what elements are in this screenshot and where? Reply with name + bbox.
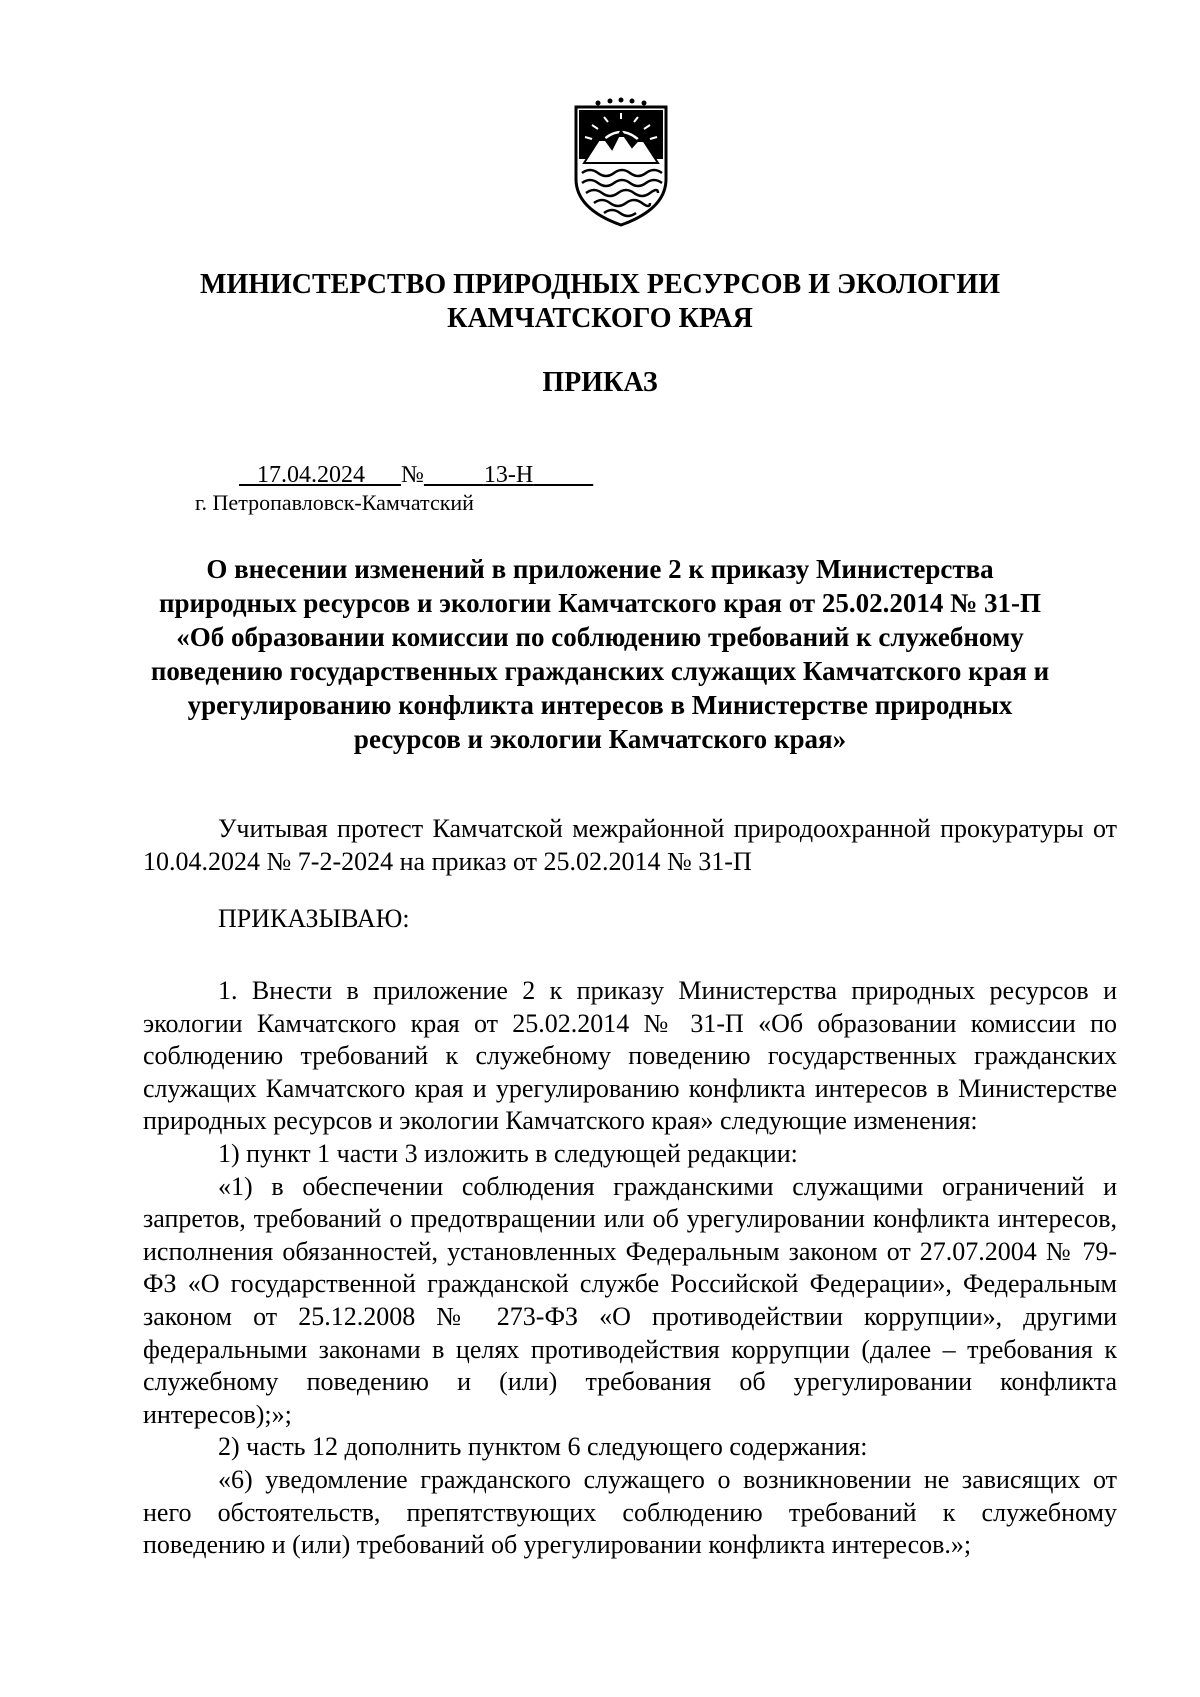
ministry-title-line: МИНИСТЕРСТВО ПРИРОДНЫХ РЕСУРСОВ И ЭКОЛОГИИ	[200, 269, 1000, 300]
number-sign: №	[401, 462, 424, 488]
preamble	[143, 813, 1117, 878]
kamchatka-coat-of-arms-icon	[568, 97, 674, 229]
registration-line	[239, 461, 593, 489]
document-type-title: ПРИКАЗ	[542, 367, 658, 398]
preamble-paragraph: Учитывая протест Камчатской межрайонной природоохранной прокуратуры от 10.04.2024 № 7-2-2024 на приказ от 25.02.2014 № 31-П	[143, 814, 1117, 876]
order-paragraph: 2) часть 12 дополнить пунктом 6 следующего содержания:	[218, 1432, 868, 1462]
decree-heading: ПРИКАЗЫВАЮ:	[218, 904, 410, 933]
subject-line: поведению государственных гражданских служащих Камчатского края и	[150, 656, 1050, 686]
order-paragraph: 1. Внести в приложение 2 к приказу Министерства природных ресурсов и экологии Камчатского края от 25.02.2014 № 31-П «Об образовании комиссии по соблюдению требований к служебному поведению государственных гражданских служащих Камчатского края и урегулированию конфликта интересов в Министерстве природных ресурсов и экологии Камчатского края» следующие изменения:	[143, 976, 1117, 1136]
subject-line: урегулированию конфликта интересов в Министерстве природных	[187, 690, 1013, 720]
subject-line: природных ресурсов и экологии Камчатского края от 25.02.2014 № 31-П	[158, 588, 1042, 618]
order-paragraph: «1) в обеспечении соблюдения гражданскими служащими ограничений и запретов, требований о предотвращении или об урегулировании конфликта интересов, исполнения обязанностей, установленных Федеральным законом от 27.07.2004 № 79-ФЗ «О государственной гражданской службе Российской Федерации», Федеральным законом от 25.12.2008 № 273-ФЗ «О противодействии коррупции», другими федеральными законами в целях противодействия коррупции (далее – требования к служебному поведению и (или) требования об урегулировании конфликта интересов);»;	[143, 1171, 1117, 1429]
subject-line: «Об образовании комиссии по соблюдению требований к служебному	[176, 622, 1024, 652]
order-body	[143, 975, 1117, 1562]
order-number: 13-Н	[483, 462, 534, 488]
order-paragraph: «6) уведомление гражданского служащего о возникновении не зависящих от него обстоятельств, препятствующих соблюдению требований к служебному поведению и (или) требований об урегулировании конфликта интересов.»;	[143, 1464, 1117, 1560]
ministry-title-line: КАМЧАТСКОГО КРАЯ	[447, 303, 753, 334]
order-paragraph: 1) пункт 1 части 3 изложить в следующей редакции:	[218, 1138, 798, 1168]
city-line: г. Петропавловск-Камчатский	[195, 490, 474, 515]
subject-line: ресурсов и экологии Камчатского края»	[353, 724, 847, 754]
ministry-title	[140, 268, 1060, 336]
order-date: 17.04.2024	[257, 462, 365, 488]
subject-line: О внесении изменений в приложение 2 к приказу Министерства	[206, 554, 994, 584]
order-subject	[150, 552, 1050, 756]
